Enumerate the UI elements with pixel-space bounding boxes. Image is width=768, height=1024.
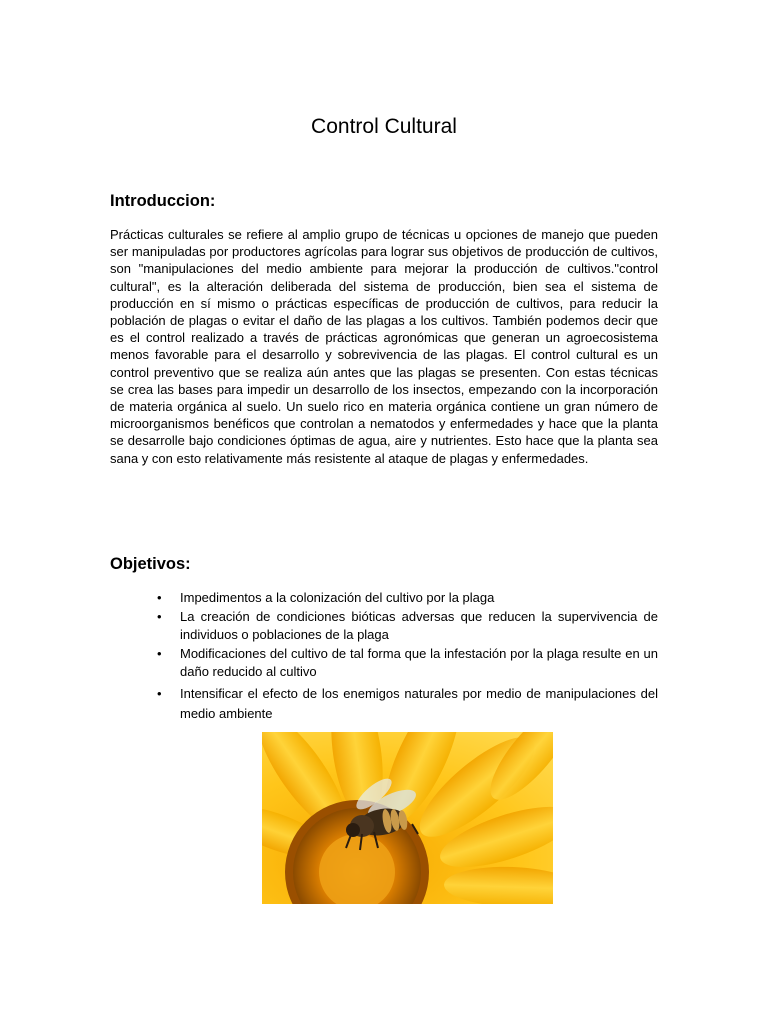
objective-text: Modificaciones del cultivo de tal forma que la infestación por la plaga resulte en un daño reducido al cultivo (180, 645, 658, 679)
bullet-icon: • (157, 645, 162, 661)
bullet-icon: • (157, 608, 162, 624)
list-item (110, 645, 658, 682)
bee-flower-photo (262, 732, 553, 904)
bullet-icon: • (157, 590, 162, 605)
objective-text: La creación de condiciones bióticas adversas que reducen la supervivencia de individuos o poblaciones de la plaga (180, 608, 658, 642)
flower-illustration (262, 732, 553, 904)
document-title: Control Cultural (311, 115, 457, 138)
intro-paragraph: Prácticas culturales se refiere al amplio grupo de técnicas u opciones de manejo que pueden ser manipuladas por productores agrícolas para lograr sus objetivos de producción de cultivos, son "manipulaciones del medio ambiente para mejorar la producción de cultivos."control cultural", es la alteración deliberada del sistema de producción, bien sea el sistema de producción en sí mismo o prácticas específicas de producción de cultivos, para reducir la población de plagas o evitar el daño de las plagas a los cultivos. También podemos decir que es el control realizado a través de prácticas agronómicas que generan un agroecosistema menos favorable para el desarrollo y sobrevivencia de las plagas. El control cultural es un control preventivo que se realiza aún antes que las plagas se presenten. Con estas técnicas se crea las bases para impedir un desarrollo de los insectos, empezando con la incorporación de materia orgánica al suelo. Un suelo rico en materia orgánica contiene un gran número de microorganismos benéficos que controlan a nematodos y enfermedades y hace que la planta se desarrolle bajo condiciones óptimas de agua, aire y nutrientes. Esto hace que la planta sea sana y con esto relativamente más resistente al ataque de plagas y enfermedades. (110, 227, 658, 466)
bullet-icon: • (157, 685, 162, 701)
intro-heading: Introduccion: (110, 192, 216, 210)
objective-text: Impedimentos a la colonización del cultivo por la plaga (180, 590, 495, 605)
list-item (110, 608, 658, 645)
list-item (110, 684, 658, 724)
objectives-heading: Objetivos: (110, 555, 191, 573)
objective-text: Intensificar el efecto de los enemigos naturales por medio de manipulaciones del medio ambiente (180, 685, 658, 721)
list-item (110, 589, 658, 608)
objectives-list (110, 589, 658, 724)
